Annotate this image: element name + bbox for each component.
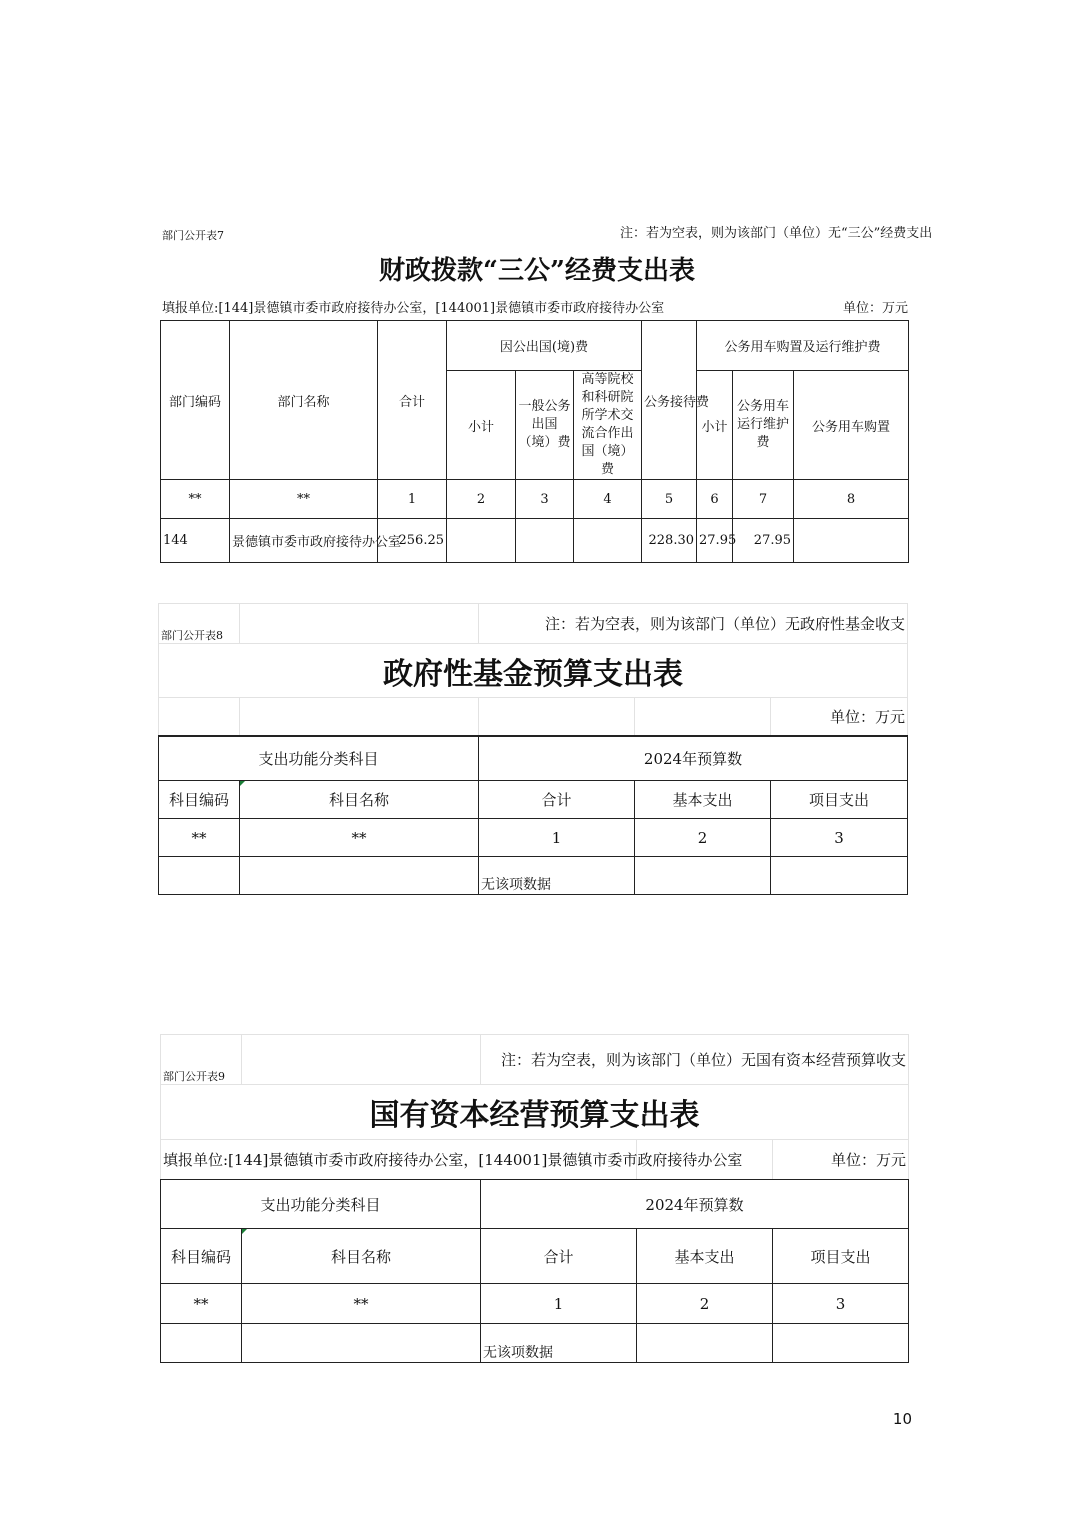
table9 [160,1179,909,1363]
empty-cell [773,1324,909,1363]
header-reception: 公务接待费 [642,321,697,480]
table7-note: 注：若为空表，则为该部门（单位）无“三公”经费支出 [620,226,933,241]
table7 [160,320,909,563]
header-subject-code: 科目编码 [161,1229,242,1284]
table8-note: 注：若为空表，则为该部门（单位）无政府性基金收支 [479,604,908,644]
table7-index-row [161,480,909,519]
header-abroad-academic: 高等院校和科研院所学术交流合作出国（境）费 [574,371,642,480]
data-abroad-subtotal [447,519,516,563]
table9-index-row [161,1284,909,1324]
data-name: 景德镇市委市政府接待办公室 [230,519,378,563]
empty-cell [242,1324,481,1363]
table7-title: 财政拨款“三公”经费支出表 [379,256,695,286]
empty-cell [159,857,240,895]
grid-cell [242,1035,481,1085]
header-basic: 基本支出 [635,781,771,819]
empty-cell [771,857,908,895]
data-vehicle-subtotal: 27.95 [697,519,733,563]
table9-group-left: 支出功能分类科目 [161,1180,481,1229]
index-cell: ** [230,480,378,519]
index-cell: 7 [733,480,794,519]
table-row [161,519,909,563]
table7-unit-label: 填报单位:[144]景德镇市委市政府接待办公室，[144001]景德镇市委市政府接待办公室 [162,301,665,316]
table9-header-grid [160,1034,909,1180]
header-abroad-general: 一般公务出国（境）费 [516,371,574,480]
index-cell: 2 [637,1284,773,1324]
table9-unit-currency: 单位：万元 [773,1140,909,1180]
table8-tag: 部门公开表8 [159,604,240,644]
table8-index-row [159,819,908,857]
page-number: 10 [892,1410,912,1428]
header-abroad-subtotal: 小计 [447,371,516,480]
table9-title: 国有资本经营预算支出表 [161,1085,909,1140]
header-project: 项目支出 [773,1229,909,1284]
data-reception: 228.30 [642,519,697,563]
empty-cell [637,1324,773,1363]
table7-tag: 部门公开表7 [162,229,224,242]
header-dept-code: 部门编码 [161,321,230,480]
table8 [158,736,908,895]
data-abroad-academic [574,519,642,563]
table8-title: 政府性基金预算支出表 [159,644,908,698]
index-cell: 4 [574,480,642,519]
header-total: 合计 [481,1229,637,1284]
table7-unit-currency: 单位：万元 [842,301,908,316]
data-vehicle-purchase [794,519,909,563]
table-row [159,857,908,895]
index-cell: 3 [771,819,908,857]
header-dept-name: 部门名称 [230,321,378,480]
empty-cell [161,1324,242,1363]
grid-cell [240,604,479,644]
header-subject-name: 科目名称 [240,781,479,819]
index-cell: 2 [447,480,516,519]
table8-group-left: 支出功能分类科目 [159,737,479,781]
index-cell: ** [159,819,240,857]
table9-group-right: 2024年预算数 [481,1180,909,1229]
table8-unit-currency: 单位：万元 [771,698,908,736]
header-project: 项目支出 [771,781,908,819]
table8-header-grid [158,603,908,736]
header-abroad: 因公出国(境)费 [447,321,642,371]
empty-cell [635,857,771,895]
data-total: 256.25 [378,519,447,563]
table9-no-data: 无该项数据 [481,1324,637,1363]
table9-tag: 部门公开表9 [161,1035,242,1085]
table8-group-right: 2024年预算数 [479,737,908,781]
index-cell: ** [240,819,479,857]
empty-cell [240,857,479,895]
grid-cell [635,698,771,736]
data-code: 144 [161,519,230,563]
index-cell: 3 [773,1284,909,1324]
header-total: 合计 [479,781,635,819]
table8-no-data: 无该项数据 [479,857,635,895]
index-cell: ** [161,480,230,519]
index-cell: 3 [516,480,574,519]
index-cell: 6 [697,480,733,519]
index-cell: 5 [642,480,697,519]
grid-cell [479,698,635,736]
table9-unit-label: 填报单位:[144]景德镇市委市政府接待办公室，[144001]景德镇市委市政府接待办公室 [161,1140,637,1180]
index-cell: 1 [378,480,447,519]
table-row [161,1324,909,1363]
header-subject-name: 科目名称 [242,1229,481,1284]
header-subject-code: 科目编码 [159,781,240,819]
index-cell: ** [242,1284,481,1324]
header-vehicle-running: 公务用车运行维护费 [733,371,794,480]
grid-cell [240,698,479,736]
header-total: 合计 [378,321,447,480]
data-vehicle-running: 27.95 [733,519,794,563]
table9-note: 注：若为空表，则为该部门（单位）无国有资本经营预算收支 [481,1035,909,1085]
header-vehicle: 公务用车购置及运行维护费 [697,321,909,371]
header-vehicle-purchase: 公务用车购置 [794,371,909,480]
grid-cell [159,698,240,736]
header-vehicle-subtotal: 小计 [697,371,733,480]
index-cell: 2 [635,819,771,857]
header-basic: 基本支出 [637,1229,773,1284]
index-cell: 1 [479,819,635,857]
index-cell: 1 [481,1284,637,1324]
data-abroad-general [516,519,574,563]
index-cell: ** [161,1284,242,1324]
index-cell: 8 [794,480,909,519]
